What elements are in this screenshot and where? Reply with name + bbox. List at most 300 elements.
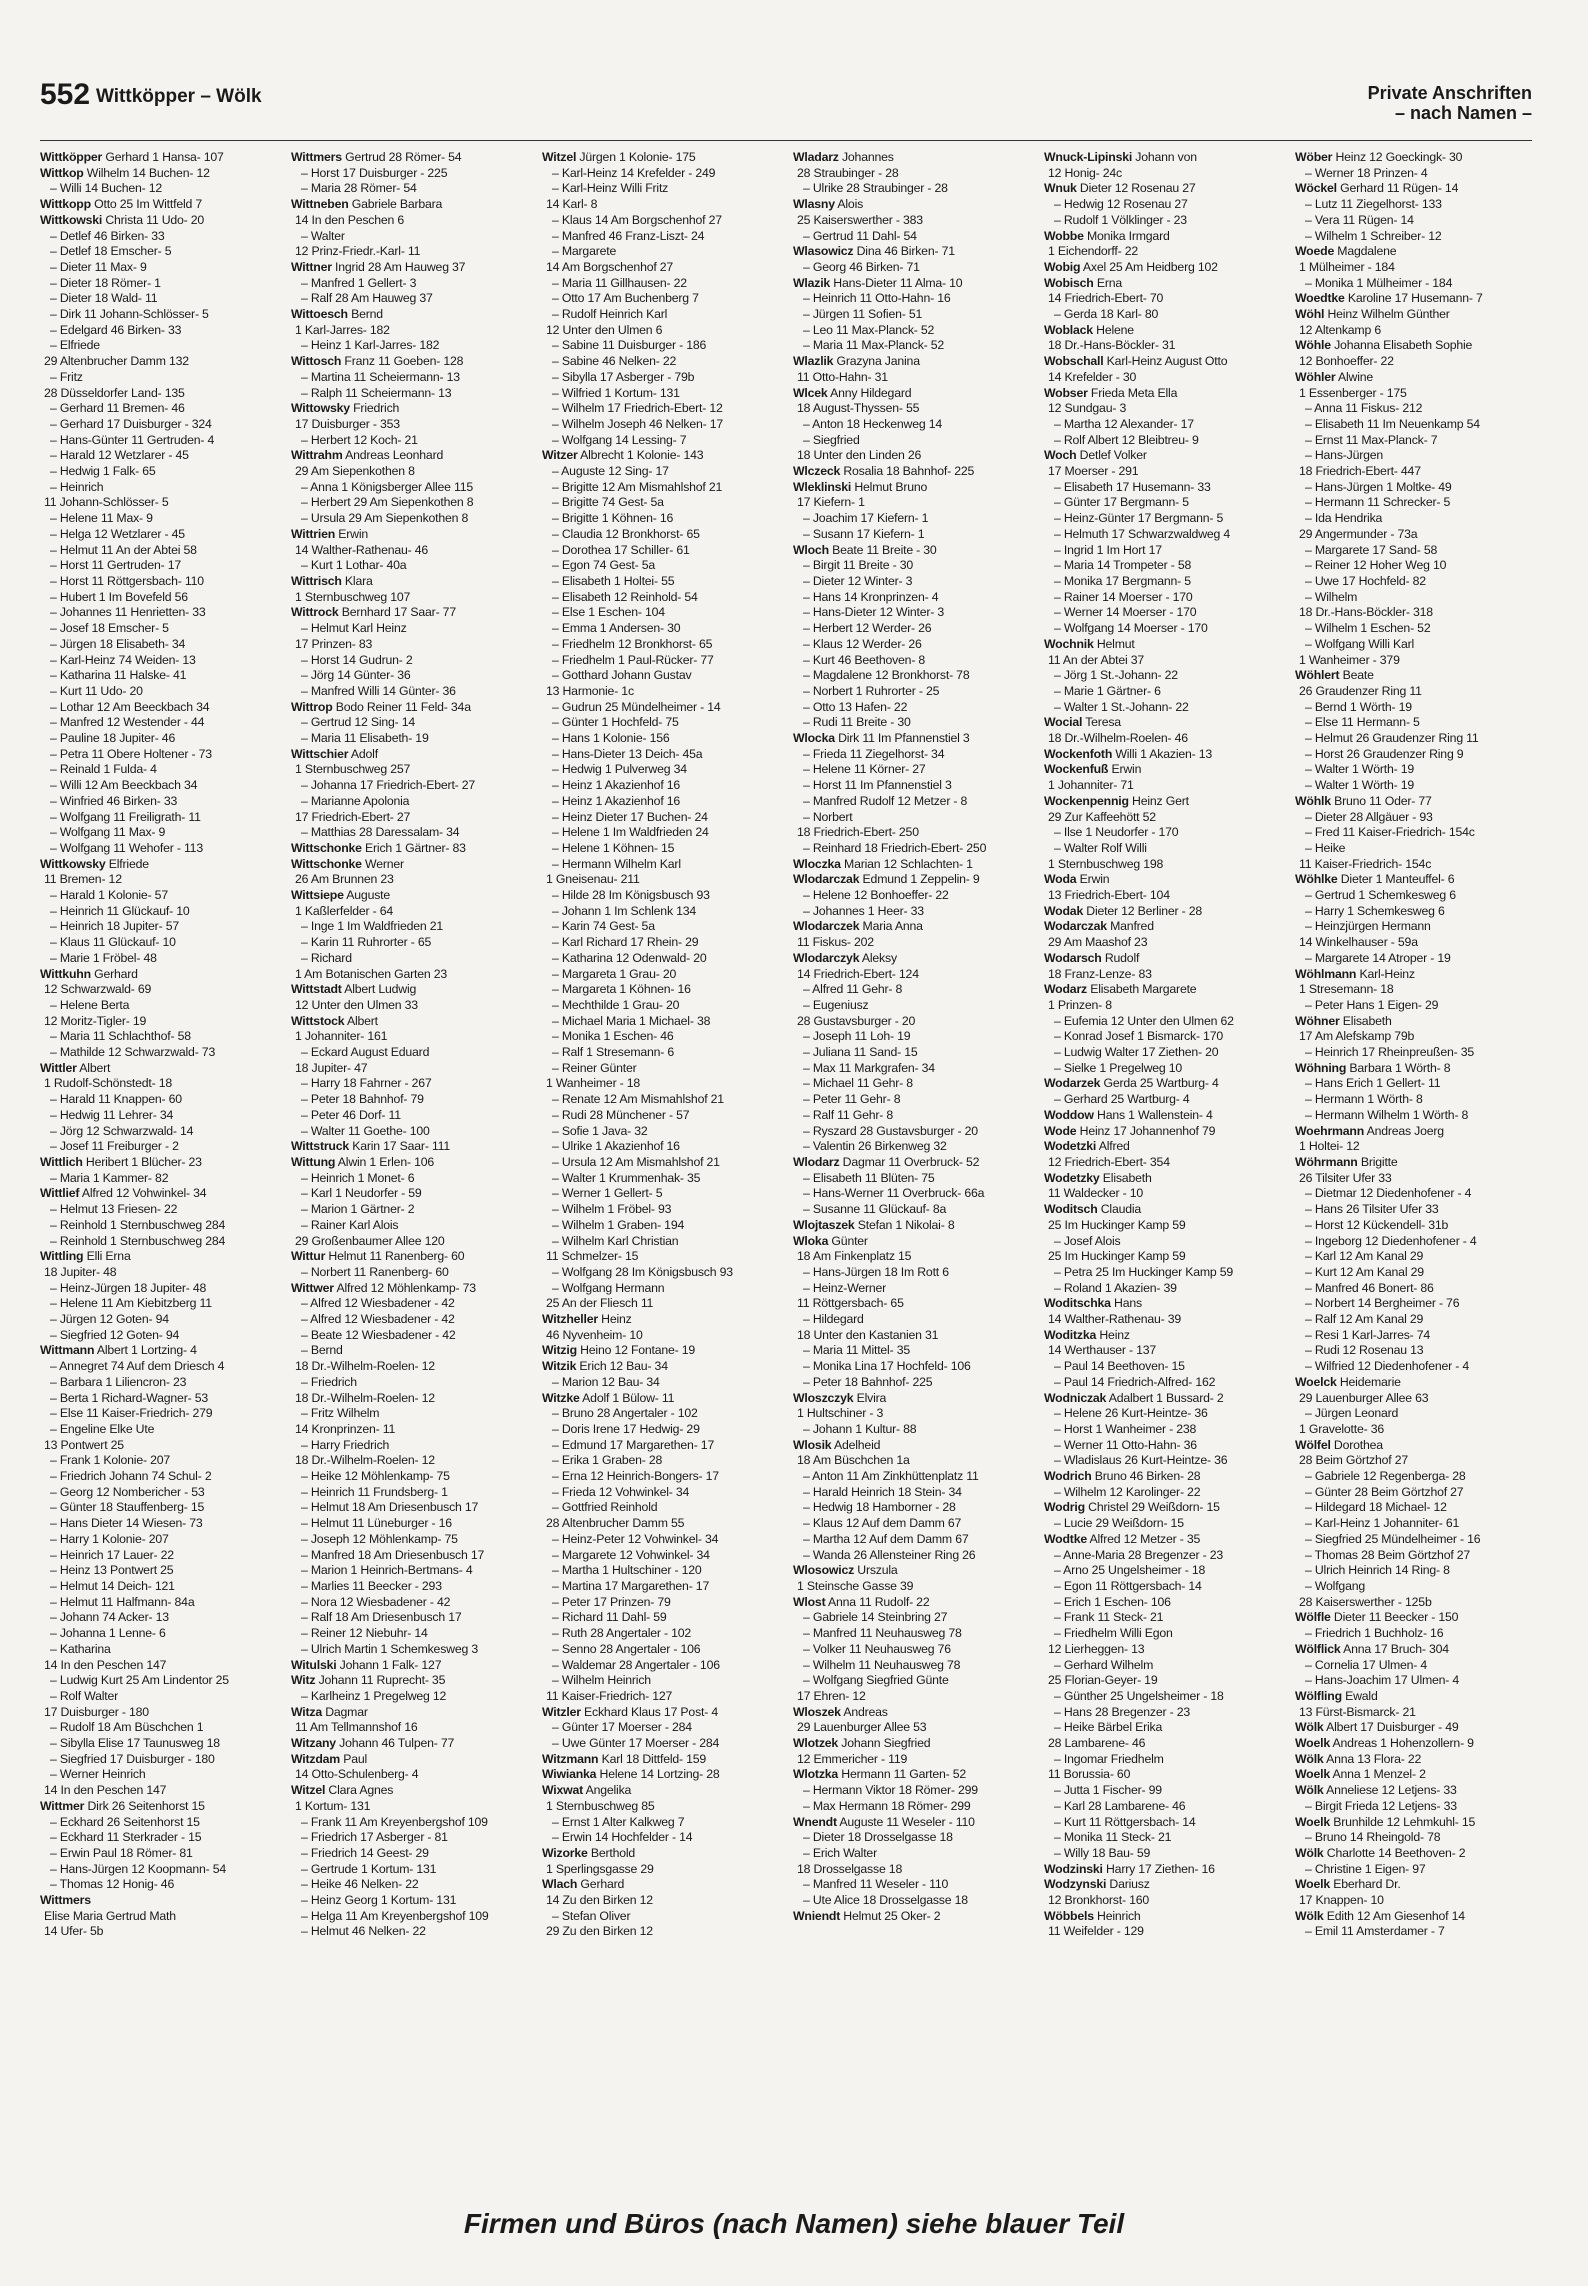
entry-text: – Marion 1 Heinrich-Bertmans- 4 (301, 1563, 473, 1578)
entry-text: – Juliana 11 Sand- 15 (803, 1045, 918, 1060)
directory-entry (542, 967, 778, 983)
entry-text: 29 Zur Kaffeehött 52 (1048, 809, 1156, 824)
directory-entry (1044, 935, 1280, 951)
entry-text: Teresa (1082, 715, 1121, 730)
entry-text: – Johannes 11 Henrietten- 33 (50, 605, 206, 620)
directory-entry (1295, 967, 1531, 983)
entry-text: – Sabine 11 Duisburger - 186 (552, 338, 707, 353)
entry-text: 12 Lierheggen- 13 (1048, 1641, 1145, 1656)
entry-text: Magdalene (1334, 244, 1397, 259)
directory-entry (542, 1783, 778, 1799)
directory-entry (40, 747, 276, 763)
directory-entry (542, 810, 778, 826)
entry-text: – Otto 17 Am Buchenberg 7 (552, 291, 699, 306)
entry-text: – Helene 12 Bonhoeffer- 22 (803, 888, 949, 903)
directory-entry (1295, 1186, 1531, 1202)
entry-text: Erwin (1108, 762, 1142, 777)
directory-entry (1295, 1815, 1531, 1831)
directory-entry (1295, 1783, 1531, 1799)
directory-entry (1044, 1720, 1280, 1736)
directory-entry (1295, 1736, 1531, 1752)
directory-entry (793, 338, 1029, 354)
directory-entry (1044, 354, 1280, 370)
entry-text: – Rolf Albert 12 Bleibtreu- 9 (1054, 432, 1199, 447)
entry-text: – Margarete (552, 244, 617, 259)
entry-text: – Jutta 1 Fischer- 99 (1054, 1783, 1162, 1798)
surname: Wittschonke (291, 840, 362, 855)
entry-text: Dieter 11 Beecker - 150 (1330, 1610, 1459, 1625)
directory-entry (542, 605, 778, 621)
entry-text: – Hans 14 Kronprinzen- 4 (803, 589, 939, 604)
directory-entry (542, 1815, 778, 1831)
entry-text: – Ludwig Walter 17 Ziethen- 20 (1054, 1045, 1219, 1060)
entry-text: – Ernst 11 Max-Planck- 7 (1305, 432, 1438, 447)
directory-entry (40, 1830, 276, 1846)
directory-entry (1295, 857, 1531, 873)
entry-text: 12 Bonhoeffer- 22 (1299, 354, 1394, 369)
directory-entry (1295, 1516, 1531, 1532)
directory-entry (40, 1155, 276, 1171)
directory-entry (40, 857, 276, 873)
surname: Wöhner (1295, 1013, 1340, 1028)
directory-entry (1295, 1406, 1531, 1422)
entry-text: – Hildegard 18 Michael- 12 (1305, 1500, 1447, 1515)
directory-entry (1044, 1218, 1280, 1234)
entry-text: – Heike (1305, 840, 1346, 855)
entry-text: Axel 25 Am Heidberg 102 (1080, 259, 1218, 274)
directory-entry (542, 1469, 778, 1485)
entry-text: – Erwin Paul 18 Römer- 81 (50, 1845, 193, 1860)
entry-text: – Reinhold 1 Sternbuschweg 284 (50, 1217, 226, 1232)
directory-entry (291, 668, 527, 684)
directory-entry (291, 1500, 527, 1516)
directory-entry (40, 794, 276, 810)
surname: Wodarczak (1044, 919, 1107, 934)
entry-text: 12 Altenkamp 6 (1299, 322, 1381, 337)
directory-entry (1295, 260, 1531, 276)
directory-entry (1044, 810, 1280, 826)
directory-entry (1044, 1139, 1280, 1155)
entry-text: – Wolfgang 11 Wehofer - 113 (50, 840, 203, 855)
directory-entry (1295, 307, 1531, 323)
directory-entry (1295, 1909, 1531, 1925)
entry-text: – Helene 26 Kurt-Heintze- 36 (1054, 1406, 1208, 1421)
directory-entry (291, 1673, 527, 1689)
directory-entry (542, 527, 778, 543)
entry-text: 28 Altenbrucher Damm 55 (546, 1516, 685, 1531)
entry-text: – Stefan Oliver (552, 1908, 631, 1923)
entry-text: – Petra 25 Im Huckinger Kamp 59 (1054, 1264, 1234, 1279)
entry-text: – Manfred 18 Am Driesenbusch 17 (301, 1547, 485, 1562)
surname: Woditzka (1044, 1327, 1097, 1342)
directory-entry (1044, 888, 1280, 904)
entry-text: Detlef Volker (1076, 448, 1147, 463)
surname: Wölk (1295, 1845, 1324, 1860)
entry-text: 14 Werthauser - 137 (1048, 1343, 1157, 1358)
entry-text: Alwine (1335, 369, 1374, 384)
directory-entry (793, 150, 1029, 166)
entry-text: – Günter 17 Bergmann- 5 (1054, 495, 1189, 510)
directory-entry (40, 1406, 276, 1422)
entry-text: – Renate 12 Am Mismahlshof 21 (552, 1092, 724, 1107)
directory-entry (793, 1391, 1029, 1407)
surname: Witzheller (542, 1312, 598, 1327)
entry-text: – Willy 18 Bau- 59 (1054, 1845, 1151, 1860)
entry-text: – Helene 1 Köhnen- 15 (552, 840, 675, 855)
directory-entry (793, 1155, 1029, 1171)
directory-entry (1295, 1877, 1531, 1893)
entry-text: Heino 12 Fontane- 19 (576, 1343, 696, 1358)
directory-entry (1044, 1862, 1280, 1878)
surname: Wloczka (793, 856, 841, 871)
directory-entry (291, 1061, 527, 1077)
directory-entry (291, 213, 527, 229)
entry-text: – Resi 1 Karl-Jarres- 74 (1305, 1327, 1431, 1342)
entry-text: Andreas (840, 1704, 888, 1719)
directory-entry (542, 1155, 778, 1171)
directory-entry (1044, 1469, 1280, 1485)
directory-entry (793, 1626, 1029, 1642)
directory-entry (542, 1485, 778, 1501)
directory-entry (542, 935, 778, 951)
directory-entry (1295, 1830, 1531, 1846)
directory-entry (1295, 747, 1531, 763)
entry-text: – Konrad Josef 1 Bismarck- 170 (1054, 1029, 1223, 1044)
entry-text: – Heinz 1 Karl-Jarres- 182 (301, 338, 440, 353)
entry-text: – Rainer Karl Alois (301, 1217, 399, 1232)
entry-text: – Katharina (50, 1641, 111, 1656)
directory-entry (1295, 354, 1531, 370)
entry-text: 11 Borussia- 60 (1048, 1767, 1131, 1782)
entry-text: – Fritz (50, 369, 83, 384)
directory-entry (1044, 621, 1280, 637)
directory-entry (793, 653, 1029, 669)
entry-text: – Ralf 28 Am Hauweg 37 (301, 291, 433, 306)
directory-entry (542, 1312, 778, 1328)
directory-entry (793, 1846, 1029, 1862)
surname: Wlazlik (793, 354, 834, 369)
surname: Wobbe (1044, 228, 1084, 243)
directory-entry (40, 338, 276, 354)
directory-entry (291, 1642, 527, 1658)
entry-text: 1 Gravelotte- 36 (1299, 1421, 1384, 1436)
directory-entry (40, 1108, 276, 1124)
directory-entry (40, 1453, 276, 1469)
entry-text: – Ruth 28 Angertaler - 102 (552, 1626, 692, 1641)
surname: Witz (291, 1673, 316, 1688)
directory-entry (1295, 166, 1531, 182)
entry-text: 11 Weifelder - 129 (1048, 1924, 1144, 1939)
entry-text: Gerhard (90, 966, 138, 981)
directory-entry (1295, 1453, 1531, 1469)
entry-text: 18 Friedrich-Ebert- 447 (1299, 464, 1421, 479)
entry-text: 17 Am Alefskamp 79b (1299, 1029, 1415, 1044)
entry-text: – Eckhard 26 Seitenhorst 15 (50, 1814, 200, 1829)
directory-entry (793, 1469, 1029, 1485)
entry-text: Erna (1093, 275, 1123, 290)
directory-entry (40, 323, 276, 339)
surname: Witzmann (542, 1751, 599, 1766)
entry-text: – Elisabeth 11 Blüten- 75 (803, 1170, 935, 1185)
directory-entry (1044, 1736, 1280, 1752)
directory-entry (793, 511, 1029, 527)
directory-entry (291, 276, 527, 292)
entry-text: – Manfred 11 Weseler - 110 (803, 1877, 949, 1892)
directory-entry (291, 527, 527, 543)
entry-text: – Karl 1 Neudorfer - 59 (301, 1186, 422, 1201)
directory-entry (1295, 417, 1531, 433)
entry-text: Charlotte 14 Beethoven- 2 (1323, 1845, 1466, 1860)
surname: Witzer (542, 448, 578, 463)
directory-entry (542, 1877, 778, 1893)
directory-entry (1044, 1124, 1280, 1140)
directory-entry (40, 1014, 276, 1030)
directory-entry (793, 951, 1029, 967)
directory-entry (1044, 527, 1280, 543)
entry-text: – Reinald 1 Fulda- 4 (50, 762, 157, 777)
entry-text: – Marlies 11 Beecker - 293 (301, 1578, 442, 1593)
entry-text: – Roland 1 Akazien- 39 (1054, 1280, 1177, 1295)
entry-text: 1 Gneisenau- 211 (546, 872, 640, 887)
surname: Wodtke (1044, 1531, 1087, 1546)
entry-text: – Claudia 12 Bronkhorst- 65 (552, 526, 700, 541)
directory-entry (40, 1249, 276, 1265)
directory-entry (291, 574, 527, 590)
directory-entry (542, 276, 778, 292)
directory-entry (1044, 778, 1280, 794)
directory-entry (291, 386, 527, 402)
entry-text: – Friedrich 1 Buchholz- 16 (1305, 1626, 1444, 1641)
entry-text: – Gertrude 1 Kortum- 131 (301, 1861, 437, 1876)
directory-entry (40, 778, 276, 794)
surname: Wittstruck (291, 1139, 350, 1154)
directory-entry (542, 1375, 778, 1391)
directory-entry (40, 1626, 276, 1642)
directory-entry (542, 1014, 778, 1030)
surname: Woch (1044, 448, 1077, 463)
surname: Wodrig (1044, 1500, 1085, 1515)
surname: Wölk (1295, 1908, 1324, 1923)
directory-entry (542, 1391, 778, 1407)
directory-entry (40, 1563, 276, 1579)
entry-text: 18 Dr.-Wilhelm-Roelen- 12 (295, 1453, 435, 1468)
entry-text: – Ralf 12 Am Kanal 29 (1305, 1312, 1424, 1327)
entry-text: – Paul 14 Beethoven- 15 (1054, 1359, 1185, 1374)
surname: Wöhle (1295, 338, 1331, 353)
directory-entry (793, 480, 1029, 496)
entry-text: 12 Honig- 24c (1048, 165, 1122, 180)
directory-entry (1044, 1155, 1280, 1171)
entry-text: Anna 17 Bruch- 304 (1340, 1641, 1449, 1656)
directory-entry (1295, 1422, 1531, 1438)
entry-text: – Siegfried 17 Duisburger - 180 (50, 1751, 215, 1766)
entry-text: – Wilhelm 1 Graben- 194 (552, 1217, 685, 1232)
entry-text: – Kurt 1 Lothar- 40a (301, 558, 407, 573)
entry-text: – Norbert 11 Ranenberg- 60 (301, 1264, 449, 1279)
entry-text: 25 Florian-Geyer- 19 (1048, 1673, 1158, 1688)
surname: Wölflick (1295, 1641, 1341, 1656)
surname: Witzik (542, 1359, 577, 1374)
entry-text: – Arno 25 Ungelsheimer - 18 (1054, 1563, 1206, 1578)
directory-entry (542, 982, 778, 998)
surname: Woda (1044, 872, 1077, 887)
entry-text: – Manfred 46 Bonert- 86 (1305, 1280, 1434, 1295)
entry-text: – Dieter 11 Max- 9 (50, 259, 147, 274)
entry-text: – Max Hermann 18 Römer- 299 (803, 1798, 971, 1813)
entry-text: 26 Am Brunnen 23 (295, 872, 394, 887)
entry-text: – Joseph 11 Loh- 19 (803, 1029, 911, 1044)
directory-entry (1295, 1265, 1531, 1281)
directory-entry (793, 1343, 1029, 1359)
entry-text: – Kurt 46 Beethoven- 8 (803, 652, 926, 667)
entry-text: – Hans-Jürgen 1 Moltke- 49 (1305, 479, 1452, 494)
directory-entry (40, 637, 276, 653)
surname: Wittschonke (291, 856, 362, 871)
entry-text: 17 Knappen- 10 (1299, 1893, 1384, 1908)
directory-entry (1044, 1877, 1280, 1893)
directory-entry (1044, 605, 1280, 621)
directory-entry (1044, 213, 1280, 229)
directory-entry (40, 1924, 276, 1940)
entry-text: 11 Fiskus- 202 (797, 935, 874, 950)
directory-entry (1044, 1265, 1280, 1281)
directory-entry (291, 1720, 527, 1736)
entry-text: Brunhilde 12 Lehmkuhl- 15 (1330, 1814, 1476, 1829)
entry-text: – Gabriele 14 Steinbring 27 (803, 1610, 948, 1625)
directory-entry (542, 1249, 778, 1265)
directory-entry (793, 1610, 1029, 1626)
entry-text: – Otto 13 Hafen- 22 (803, 699, 908, 714)
entry-text: Eberhard Dr. (1330, 1877, 1401, 1892)
entry-text: Bruno 46 Birken- 28 (1091, 1469, 1201, 1484)
directory-entry (1295, 1548, 1531, 1564)
entry-text: Manfred (1106, 919, 1154, 934)
entry-text: 14 Otto-Schulenberg- 4 (295, 1767, 419, 1782)
directory-entry (1295, 919, 1531, 935)
entry-text: 12 Sundgau- 3 (1048, 401, 1127, 416)
surname: Wittkuhn (40, 966, 91, 981)
entry-text: – Karin 74 Gest- 5a (552, 919, 655, 934)
entry-text: – Frank 1 Kolonie- 207 (50, 1453, 171, 1468)
entry-text: – Günter 1 Hochfeld- 75 (552, 715, 679, 730)
entry-text: – Hedwig 11 Lehrer- 34 (50, 1107, 174, 1122)
entry-text: – Gertrud 12 Sing- 14 (301, 715, 416, 730)
entry-text: – Else 11 Hermann- 5 (1305, 715, 1420, 730)
entry-text: – Walter 11 Goethe- 100 (301, 1123, 430, 1138)
directory-entry (542, 1689, 778, 1705)
entry-text: Albert Ludwig (341, 982, 417, 997)
entry-text: – Heinrich 17 Rheinpreußen- 35 (1305, 1045, 1474, 1060)
entry-text: – Fred 11 Kaiser-Friedrich- 154c (1305, 825, 1475, 840)
entry-text: – Helmut 11 Halfmann- 84a (50, 1594, 195, 1609)
directory-entry (1295, 762, 1531, 778)
entry-text: Anneliese 12 Letjens- 33 (1323, 1783, 1457, 1798)
directory-entry (40, 919, 276, 935)
entry-text: Adalbert 1 Bussard- 2 (1106, 1390, 1224, 1405)
entry-text: 14 In den Peschen 147 (44, 1657, 167, 1672)
entry-text: 13 Fürst-Bismarck- 21 (1299, 1704, 1416, 1719)
directory-entry (793, 1689, 1029, 1705)
entry-text: Elisabeth (1099, 1170, 1152, 1185)
directory-entry (1295, 1061, 1531, 1077)
entry-text: 18 Dr.-Wilhelm-Roelen- 46 (1048, 731, 1188, 746)
directory-entry (793, 307, 1029, 323)
entry-text: – Elfriede (50, 338, 100, 353)
entry-text: – Klaus 12 Werder- 26 (803, 636, 922, 651)
surname: Wlodarz (793, 1155, 840, 1169)
entry-text: Rudolf (1101, 950, 1140, 965)
surname: Witza (291, 1704, 322, 1719)
directory-entry (1295, 480, 1531, 496)
entry-text: – Hans Dieter 14 Wiesen- 73 (50, 1516, 203, 1531)
directory-entry (1295, 1249, 1531, 1265)
entry-text: – Ursula 12 Am Mismahlshof 21 (552, 1155, 720, 1169)
directory-entry (40, 244, 276, 260)
entry-text: – Rainer 14 Moerser - 170 (1054, 589, 1193, 604)
directory-entry (40, 1375, 276, 1391)
directory-entry (793, 605, 1029, 621)
entry-text: 18 Unter den Linden 26 (797, 448, 922, 463)
directory-entry (291, 1862, 527, 1878)
directory-entry (40, 810, 276, 826)
directory-entry (542, 338, 778, 354)
directory-entry (793, 1422, 1029, 1438)
directory-entry (1295, 1139, 1531, 1155)
directory-entry (793, 433, 1029, 449)
column-5 (1044, 150, 1280, 2180)
surname: Wöhlk (1295, 793, 1331, 808)
entry-text: – Heinrich 11 Frundsberg- 1 (301, 1484, 448, 1499)
directory-entry (1044, 1108, 1280, 1124)
directory-entry (1295, 841, 1531, 857)
directory-entry (1044, 794, 1280, 810)
directory-entry (1044, 1579, 1280, 1595)
entry-text: – Dieter 18 Wald- 11 (50, 291, 158, 306)
entry-text: – Kurt 12 Am Kanal 29 (1305, 1264, 1424, 1279)
directory-entry (1295, 181, 1531, 197)
entry-text: – Volker 11 Neuhausweg 76 (803, 1641, 951, 1656)
header-divider (40, 140, 1532, 141)
entry-text: – Johann 1 Im Schlenk 134 (552, 903, 697, 918)
directory-entry (1295, 1689, 1531, 1705)
entry-text: – Horst 17 Duisburger - 225 (301, 165, 448, 180)
directory-entry (542, 1563, 778, 1579)
entry-text: – Maria 11 Gillhausen- 22 (552, 275, 687, 290)
surname: Wlosik (793, 1437, 832, 1452)
entry-text: – Heinz-Peter 12 Vohwinkel- 34 (552, 1531, 719, 1546)
entry-text: – Heinz 1 Akazienhof 16 (552, 778, 681, 793)
directory-entry (291, 1846, 527, 1862)
directory-entry (542, 700, 778, 716)
entry-text: Stefan 1 Nikolai- 8 (854, 1217, 955, 1232)
entry-text: Gertrud 28 Römer- 54 (341, 150, 462, 164)
entry-text: – Hans Erich 1 Gellert- 11 (1305, 1076, 1441, 1091)
entry-text: – Katharina 11 Halske- 41 (50, 668, 187, 683)
directory-entry (40, 558, 276, 574)
directory-entry (542, 778, 778, 794)
entry-text: – Dorothea 17 Schiller- 61 (552, 542, 690, 557)
directory-entry (1295, 150, 1531, 166)
directory-entry (291, 291, 527, 307)
entry-text: – Brigitte 1 Köhnen- 16 (552, 511, 674, 526)
directory-entry (793, 558, 1029, 574)
entry-text: – Hermann Wilhelm 1 Wörth- 8 (1305, 1107, 1469, 1122)
directory-entry (1295, 684, 1531, 700)
entry-text: 17 Duisburger - 353 (295, 416, 400, 431)
entry-text: – Georg 12 Nombericher - 53 (50, 1484, 205, 1499)
entry-text: Helene (1092, 322, 1134, 337)
directory-entry (542, 495, 778, 511)
